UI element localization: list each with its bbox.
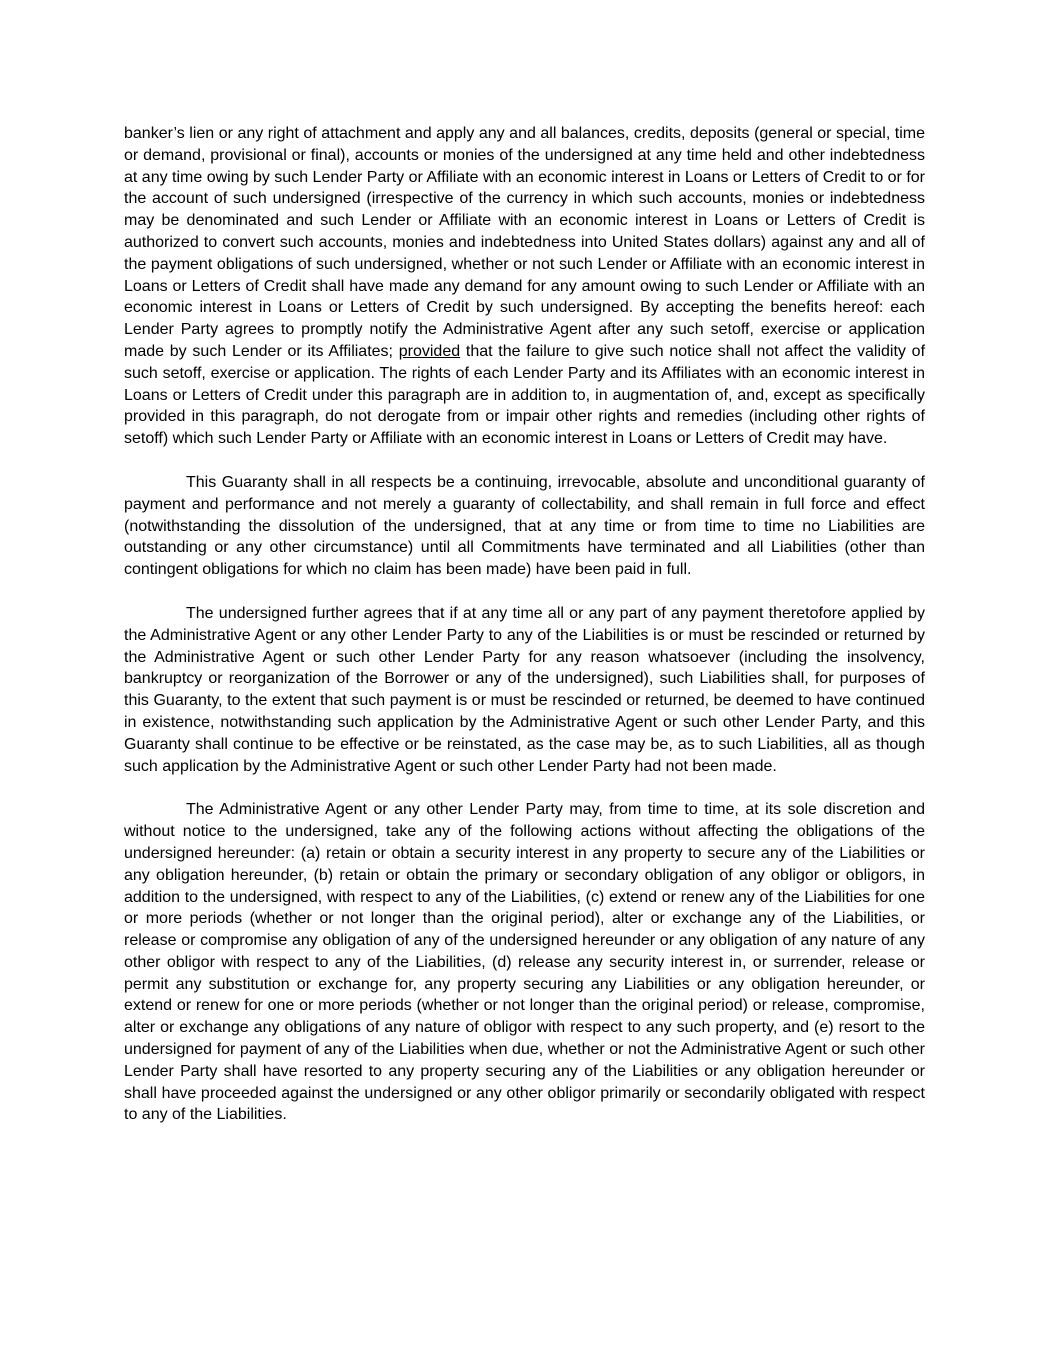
underlined-term-provided: provided bbox=[398, 342, 461, 360]
paragraph-reinstatement: The undersigned further agrees that if at any time all or any part of any payment theretofore applied by the Administrative Agent or any other Lender Party to any of the Liabilities is or must be rescinded or returned by the Administrative Agent or such other Lender Party for any reason whatsoever (including the insolvency, bankruptcy or reorganization of the Borrower or any of the undersigned), such Liabilities shall, for purposes of this Guaranty, to the extent that such payment is or must be rescinded or returned, be deemed to have continued in existence, notwithstanding such application by the Administrative Agent or such other Lender Party, and this Guaranty shall continue to be effective or be reinstated, as the case may be, as to such Liabilities, all as though such application by the Administrative Agent or such other Lender Party had not been made. bbox=[124, 604, 925, 775]
paragraph-setoff-rights bbox=[124, 123, 925, 450]
document-page bbox=[124, 123, 925, 1148]
paragraph-continuing-guaranty: This Guaranty shall in all respects be a continuing, irrevocable, absolute and unconditional guaranty of payment and performance and not merely a guaranty of collectability, and shall remain in full force and effect (notwithstanding the dissolution of the undersigned, that at any time or from time to time no Liabilities are outstanding or any other circumstance) until all Commitments have terminated and all Liabilities (other than contingent obligations for which no claim has been made) have been paid in full. bbox=[124, 473, 925, 579]
paragraph-text: that the failure to give such notice shall not affect the validity of such setoff, exercise or application. The rights of each Lender Party and its Affiliates with an economic interest in Loans or Letters of Credit under this paragraph are in addition to, in augmentation of, and, except as specifically provided in this paragraph, do not derogate from or impair other rights and remedies (including other rights of setoff) which such Lender Party or Affiliate with an economic interest in Loans or Letters of Credit may have. bbox=[124, 342, 926, 448]
paragraph-lender-actions: The Administrative Agent or any other Lender Party may, from time to time, at its sole discretion and without notice to the undersigned, take any of the following actions without affecting the obligations of the undersigned hereunder: (a) retain or obtain a security interest in any property to secure any of the Liabilities or any obligation hereunder, (b) retain or obtain the primary or secondary obligation of any obligor or obligors, in addition to the undersigned, with respect to any of the Liabilities, (c) extend or renew any of the Liabilities for one or more periods (whether or not longer than the original period), alter or exchange any of the Liabilities, or release or compromise any obligation of any of the undersigned hereunder or any obligation of any nature of any other obligor with respect to any of the Liabilities, (d) release any security interest in, or surrender, release or permit any substitution or exchange for, any property securing any Liabilities or any obligation hereunder, or extend or renew for one or more periods (whether or not longer than the original period) or release, compromise, alter or exchange any obligations of any nature of obligor with respect to any such property, and (e) resort to the undersigned for payment of any of the Liabilities when due, whether or not the Administrative Agent or such other Lender Party shall have resorted to any property securing any of the Liabilities or any obligation hereunder or shall have proceeded against the undersigned or any other obligor primarily or secondarily obligated with respect to any of the Liabilities. bbox=[124, 801, 925, 1124]
paragraph-text: banker’s lien or any right of attachment and apply any and all balances, credits, deposits (general or special, time or demand, provisional or final), accounts or monies of the undersigned at any time held and other indebtedness at any time owing by such Lender Party or Affiliate with an economic interest in Loans or Letters of Credit to or for the account of such undersigned (irrespective of the currency in which such accounts, monies or indebtedness may be denominated and such Lender or Affiliate with an economic interest in Loans or Letters of Credit is authorized to convert such accounts, monies and indebtedness into United States dollars) against any and all of the payment obligations of such undersigned, whether or not such Lender or Affiliate with an economic interest in Loans or Letters of Credit shall have made any demand for any amount owing to such Lender or Affiliate with an economic interest in Loans or Letters of Credit by such undersigned. By accepting the benefits hereof: each Lender Party agrees to promptly notify the Administrative Agent after any such setoff, exercise or application made by such Lender or its Affiliates; bbox=[124, 125, 925, 360]
